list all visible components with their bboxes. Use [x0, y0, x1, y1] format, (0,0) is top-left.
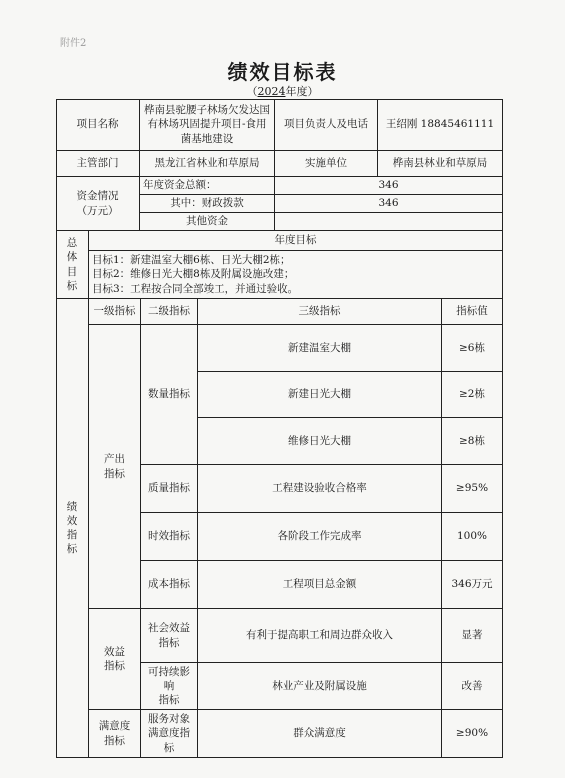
level2-quantity: 数量指标 [141, 325, 198, 465]
level3-row-3: 维修日光大棚 [198, 418, 442, 465]
value-row-5: 100% [442, 513, 503, 561]
level3-row-6: 工程项目总金额 [198, 561, 442, 609]
value-row-7: 显著 [442, 609, 503, 663]
level3-row-2: 新建日光大棚 [198, 372, 442, 418]
year-open: （ [246, 85, 258, 98]
dept-label: 主管部门 [56, 151, 140, 177]
value-row-1: ≥6栋 [442, 325, 503, 372]
level2-sustain: 可持续影响 指标 [141, 663, 198, 710]
value-row-8: 改善 [442, 663, 503, 710]
level1-benefit: 效益 指标 [89, 609, 141, 710]
level2-timeliness: 时效指标 [141, 513, 198, 561]
impl-value: 桦南县林业和草原局 [378, 151, 503, 177]
owner-label: 项目负责人及电话 [275, 99, 378, 151]
header-level2: 二级指标 [141, 299, 198, 325]
annual-funds-value: 346 [275, 177, 503, 195]
perf-indicators-text: 绩效指标 [66, 500, 78, 556]
level2-cost: 成本指标 [141, 561, 198, 609]
owner-value: 王绍刚 18845461111 [378, 99, 503, 151]
dept-value: 黑龙江省林业和草原局 [140, 151, 275, 177]
level1-satisfaction: 满意度 指标 [89, 710, 141, 758]
perf-indicators-label [56, 299, 89, 758]
level3-row-4: 工程建设验收合格率 [198, 465, 442, 513]
other-funds-label: 其他资金 [140, 213, 275, 231]
year-line [0, 83, 565, 99]
level3-row-8: 林业产业及附属设施 [198, 663, 442, 710]
level3-row-1: 新建温室大棚 [198, 325, 442, 372]
project-name-value: 桦南县驼腰子林场欠发达国有林场巩固提升项目-食用菌基地建设 [140, 99, 275, 151]
year-value: 2024 [257, 85, 286, 98]
value-row-4: ≥95% [442, 465, 503, 513]
level3-row-9: 群众满意度 [198, 710, 442, 758]
annual-funds-label: 年度资金总额： [140, 177, 275, 195]
value-row-2: ≥2栋 [442, 372, 503, 418]
funds-label: 资金情况 （万元） [56, 177, 140, 231]
level2-social: 社会效益 指标 [141, 609, 198, 663]
fiscal-funds-label: 其中：财政拨款 [140, 195, 275, 213]
other-funds-value [275, 213, 503, 231]
fiscal-funds-value: 346 [275, 195, 503, 213]
level3-row-5: 各阶段工作完成率 [198, 513, 442, 561]
year-suffix: 年度） [285, 85, 319, 98]
level3-row-7: 有利于提高职工和周边群众收入 [198, 609, 442, 663]
header-level3: 三级指标 [198, 299, 442, 325]
attachment-mark: 附件2 [60, 38, 87, 49]
level1-output: 产出 指标 [89, 325, 141, 609]
project-name-label: 项目名称 [56, 99, 140, 151]
header-value: 指标值 [442, 299, 503, 325]
level2-quality: 质量指标 [141, 465, 198, 513]
page-title: 绩效目标表 [227, 60, 338, 84]
value-row-6: 346万元 [442, 561, 503, 609]
impl-label: 实施单位 [275, 151, 378, 177]
annual-goal-header: 年度目标 [89, 231, 503, 251]
overall-goal-text: 总体目标 [66, 237, 78, 292]
value-row-9: ≥90% [442, 710, 503, 758]
annual-goals-text: 目标1：新建温室大棚6栋、日光大棚2栋； 目标2：维修日光大棚8栋及附属设施改建； 目标3：工程按合同全部竣工，并通过验收。 [89, 251, 503, 299]
value-row-3: ≥8栋 [442, 418, 503, 465]
overall-goal-label [56, 231, 89, 299]
level2-service: 服务对象 满意度指标 [141, 710, 198, 758]
header-level1: 一级指标 [89, 299, 141, 325]
